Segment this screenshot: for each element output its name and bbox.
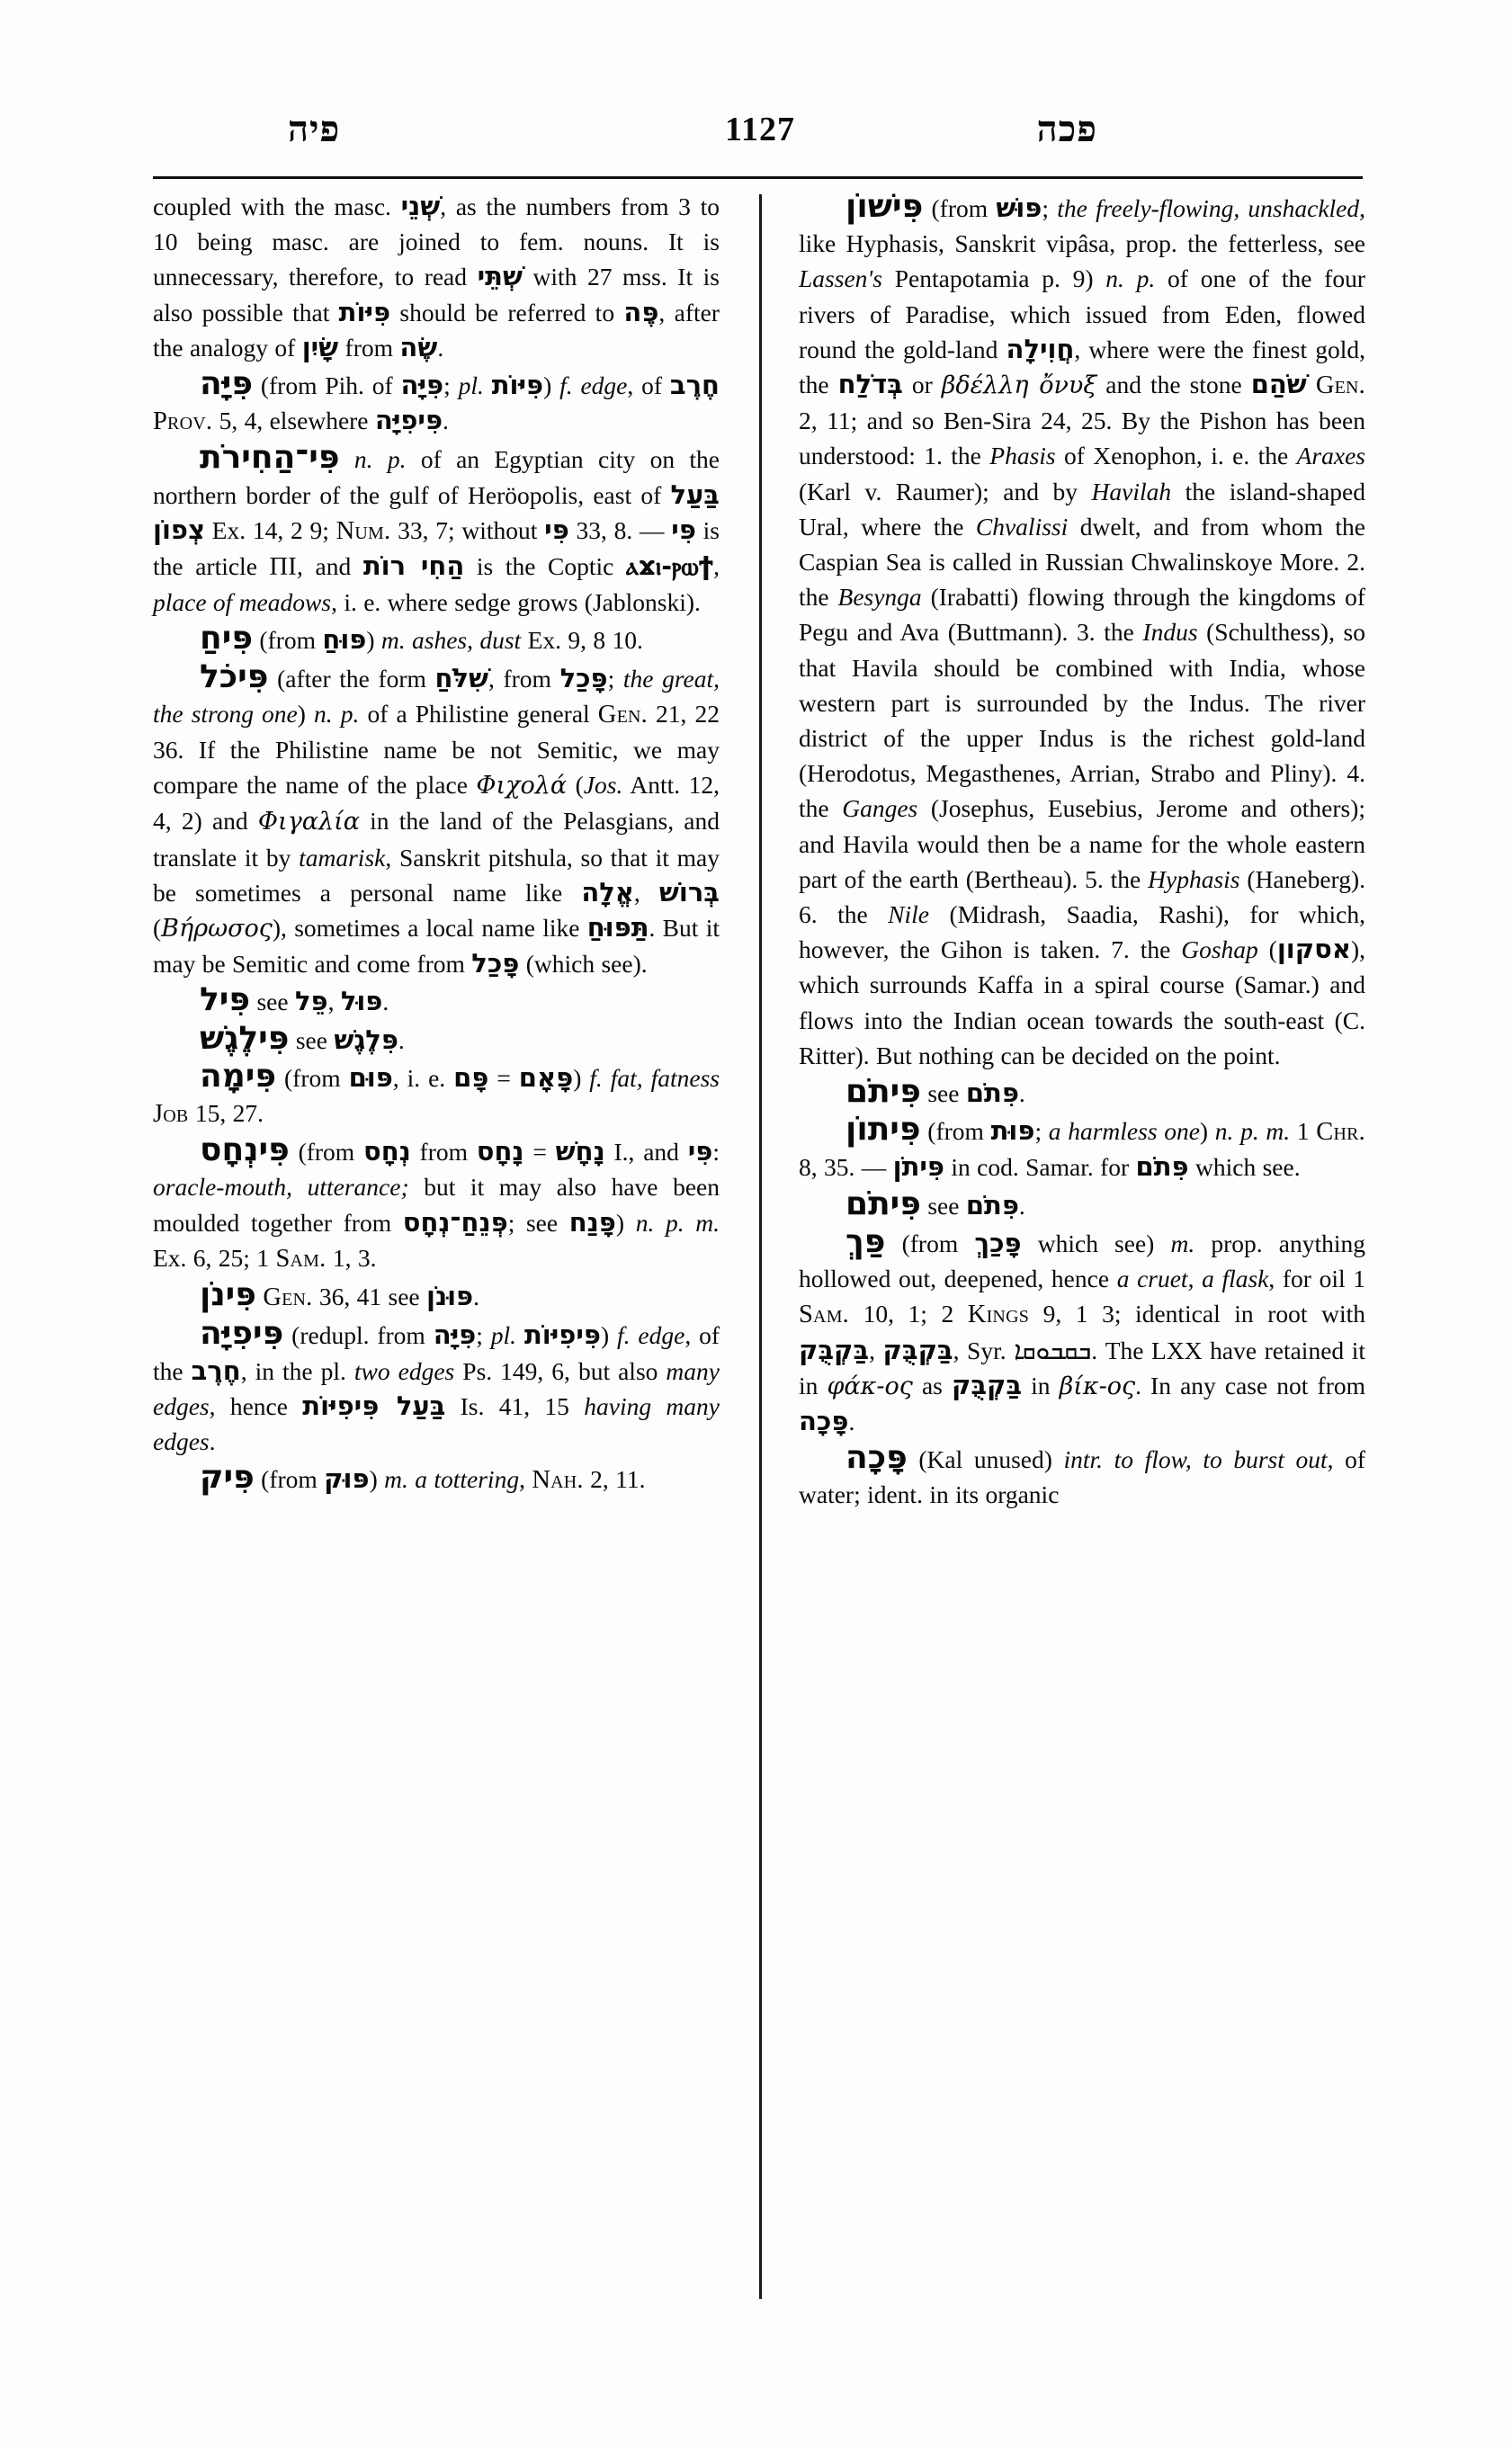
italic-gloss: having many edges <box>153 1391 720 1455</box>
text-run: . <box>1018 1191 1025 1220</box>
italic-gloss: Indus <box>1142 618 1198 647</box>
entry-pil <box>153 982 720 1019</box>
text-run: 36, 41 see <box>312 1283 426 1311</box>
body-columns <box>153 189 1365 2347</box>
hebrew-word: פִּיפִיָּה <box>374 405 443 436</box>
column-divider <box>759 194 762 2299</box>
text-run: 33, 8. — <box>568 515 672 544</box>
text-run: 15, 27. <box>188 1099 264 1128</box>
italic-gloss: two edges <box>353 1356 455 1385</box>
text-run: (Kal unused) <box>907 1445 1064 1474</box>
italic-gloss: Chvalissi <box>975 512 1069 541</box>
italic-gloss: the great, the strong one <box>153 664 720 728</box>
text-run: of Xenophon, i. e. the <box>1055 442 1297 470</box>
text-run: . <box>473 1283 479 1311</box>
scripture-reference: Chr. <box>1316 1118 1365 1147</box>
hebrew-word: פִּיָּה <box>400 370 444 401</box>
scripture-reference: Job <box>153 1100 189 1129</box>
text-run: Antt. 12, 4, 2) and <box>153 771 720 836</box>
italic-gloss: intr. to flow, to burst out <box>1063 1445 1328 1474</box>
entry-cont-shte <box>153 189 720 365</box>
text-run: (from <box>289 1138 363 1167</box>
entry-headword: פִּינְחָס <box>200 1131 290 1169</box>
italic-gloss: Goshap <box>1181 935 1258 964</box>
hebrew-word: פִּיָּה <box>433 1319 477 1351</box>
text-run <box>484 371 492 399</box>
text-run: , <box>633 878 659 907</box>
text-run: Is. 41, 15 <box>445 1391 585 1420</box>
hebrew-word: בַּעַל צְפוֹן <box>153 478 720 545</box>
page-number: 1127 <box>725 111 795 148</box>
text-run: , for oil 1 <box>1268 1265 1365 1293</box>
text-run: ; <box>443 371 459 400</box>
hebrew-word: פִּתֹם <box>965 1077 1019 1109</box>
text-run: ; <box>476 1321 491 1350</box>
text-run: , <box>869 1336 883 1364</box>
text-run: 10, 1; 2 <box>849 1300 968 1328</box>
hebrew-word: אֱלָה <box>581 876 634 908</box>
text-run: , as the numbers from 3 to 10 being masc. are joined to fem. nouns. It is unnecessary, therefore, to read <box>153 192 720 291</box>
text-run: , <box>519 1465 532 1494</box>
text-run: I., and <box>604 1138 688 1167</box>
entry-headword: פִּישׁוֹן <box>845 188 924 225</box>
syriac-word: ܒܩܒܘܩܐ <box>1014 1335 1092 1365</box>
entry-headword: פִּינֹן <box>200 1276 256 1314</box>
entry-headword: פִּיתֹם <box>845 1185 921 1222</box>
scripture-reference: Gen. <box>597 700 648 729</box>
italic-gloss: Jos. <box>583 771 623 800</box>
text-run: , of water; ident. in its organic <box>799 1445 1365 1509</box>
text-run: with 27 mss. It is also possible that <box>153 263 720 326</box>
coptic-word: ⲁϫⲓ-ⲣⲱϯ <box>625 551 714 582</box>
hebrew-word: פִּיּוֹת <box>491 370 544 401</box>
text-run: ) <box>369 1465 385 1494</box>
entry-pishon <box>799 189 1365 1073</box>
hebrew-word: בַּקְבֻּק <box>799 1334 870 1365</box>
text-run: Ex. 6, 25; 1 <box>153 1243 276 1272</box>
hebrew-word: פָּכַל <box>471 948 520 979</box>
scripture-reference: Gen. <box>1315 371 1365 400</box>
italic-gloss: m. <box>1170 1229 1195 1257</box>
hebrew-word: בַּקְבֻּק <box>951 1369 1023 1400</box>
hebrew-word: חֶרֶב <box>669 370 720 401</box>
hebrew-word: בַּקְבֻּק <box>882 1334 953 1365</box>
entry-pakah <box>799 1440 1365 1512</box>
text-run: (Schulthess), so that Havila should be combined with India, whose western part is surrounded by the Indus. The river district of the upper Indus is the richest gold-land (Herodotus, Megasthenes, Arrian, Strabo and Pliny). 4. the <box>799 618 1365 823</box>
text-run: . But it may be Semitic and come from <box>153 914 720 979</box>
italic-gloss: Hyphasis <box>1148 864 1240 893</box>
hebrew-word: פִּלֶגֶשׁ <box>334 1024 398 1055</box>
hebrew-word: תַּפּוּחַ <box>586 912 649 943</box>
scripture-reference: Sam. <box>799 1301 850 1329</box>
italic-gloss: f. fat, fatness <box>589 1063 720 1092</box>
text-run: 33, 7; without <box>390 515 545 544</box>
hebrew-word: פִּיפִיּוֹת <box>523 1319 601 1351</box>
text-run: of a Philistine general <box>359 699 598 728</box>
text-run: , Sanskrit pitshula, so that it may be sometimes a personal name like <box>153 843 720 907</box>
italic-gloss: the freely-flowing, unshackled <box>1057 194 1360 222</box>
entry-pinehas <box>153 1132 720 1276</box>
text-run: ; see <box>507 1208 569 1237</box>
scripture-reference: Prov. <box>153 407 213 436</box>
hebrew-word: פִּי <box>544 514 569 545</box>
hebrew-word: פּוּק <box>324 1463 370 1495</box>
text-run: = <box>488 1063 519 1092</box>
text-run: (from <box>920 1117 991 1146</box>
scripture-reference: Nah. <box>532 1466 584 1495</box>
text-run: , <box>713 552 720 581</box>
entry-pithom <box>799 1074 1365 1111</box>
text-run: . The LXX have retained it in <box>799 1336 1365 1399</box>
hebrew-word: פָּם <box>453 1061 489 1093</box>
text-run: from <box>338 333 400 362</box>
text-run: . <box>848 1407 855 1435</box>
text-run: , i. e. <box>392 1063 454 1092</box>
text-run: (from <box>254 1465 325 1494</box>
entry-headword: פִּיפִיָּה <box>200 1315 284 1353</box>
text-run: ) <box>366 626 381 655</box>
text-run: (from Pih. of <box>253 371 401 400</box>
text-run: see <box>920 1191 966 1220</box>
text-run: is the article <box>153 515 720 581</box>
text-run: = <box>523 1138 556 1167</box>
text-run: ( <box>567 771 584 800</box>
text-run: of an Egyptian city on the northern border of the gulf of Heröopolis, east of <box>153 445 720 509</box>
text-run: ) <box>1199 1117 1215 1146</box>
text-run: : <box>712 1138 720 1167</box>
greek-word: Βήρωσος <box>161 915 273 943</box>
hebrew-word: שְׁנֵי <box>400 191 441 221</box>
entry-pipiyah <box>153 1316 720 1459</box>
hebrew-word: חֲוִילָה <box>1006 333 1075 364</box>
entry-headword: פִּיק <box>200 1459 255 1497</box>
text-run: 8, 35. — <box>799 1153 893 1182</box>
text-run: prop. anything hollowed out, deepened, hence <box>799 1229 1365 1293</box>
hebrew-word: פּוּשׁ <box>996 192 1042 223</box>
text-run: , and <box>297 552 363 581</box>
greek-word: Φιχολά <box>476 772 568 800</box>
text-run: ; <box>1034 1117 1049 1146</box>
entry-headword: פִּיל <box>200 981 251 1019</box>
italic-gloss: Phasis <box>989 442 1056 470</box>
entry-pak <box>799 1224 1365 1439</box>
text-run: (Josephus, Eusebius, Jerome and others); and Havila would then be a name for the whole eastern part of the earth (Bertheau). 5. the <box>799 794 1365 893</box>
text-run: . <box>398 1025 405 1054</box>
entry-headword: פִּיחַ <box>200 620 254 657</box>
text-run: (Irabatti) flowing through the kingdoms of Pegu and Ava (Buttmann). 3. the <box>799 583 1365 647</box>
hebrew-word: פִּי <box>671 514 696 545</box>
entry-pithon <box>799 1112 1365 1185</box>
hebrew-word: בְּדֹלַח <box>837 369 903 400</box>
entry-pithom2 <box>799 1186 1365 1223</box>
hebrew-word: פּוּל <box>340 986 383 1017</box>
text-run: ; <box>1042 194 1058 222</box>
hebrew-word: פָּכַךְ <box>974 1227 1022 1258</box>
text-run: but it may also have been moulded together from <box>153 1173 720 1237</box>
text-run: in <box>1022 1371 1060 1399</box>
scripture-reference: ΠΙ <box>269 553 297 582</box>
entry-pinon <box>153 1277 720 1315</box>
text-run: Ex. 9, 8 10. <box>521 626 643 655</box>
entry-headword: פִּיתוֹן <box>845 1111 921 1149</box>
text-run: (from <box>253 626 323 655</box>
entry-headword: פִּי־הַחִירֹת <box>200 439 340 477</box>
text-run: ( <box>1257 935 1277 964</box>
text-run: 2, 11. <box>583 1465 646 1494</box>
entry-headword: פִּיתֹם <box>845 1073 921 1111</box>
italic-gloss: Besynga <box>837 583 922 612</box>
text-run: , Syr. <box>953 1336 1015 1364</box>
running-head <box>153 108 1367 171</box>
hebrew-word: פּוּנֹן <box>426 1281 474 1312</box>
text-run: dwelt, and from whom the Caspian Sea is called in Russian Chwalinskoye More. 2. the <box>799 512 1365 612</box>
greek-word: φάκ-ος <box>827 1372 913 1400</box>
italic-gloss: n. p. <box>1105 264 1156 293</box>
hebrew-word: פְּנֵחַ־נְחָס <box>402 1206 508 1238</box>
text-run: (Midrash, Saadia, Rashi), for which, however, the Gihon is taken. 7. the <box>799 900 1365 964</box>
hebrew-word: פּוּחַ <box>322 624 367 656</box>
text-run: , where were the finest gold, the <box>799 335 1365 399</box>
hebrew-word: פִּיתֹן <box>892 1151 945 1183</box>
entry-piah-ashes <box>153 621 720 657</box>
entry-piyyah <box>153 366 720 439</box>
text-run: ( <box>153 914 162 943</box>
text-run: see <box>289 1025 335 1054</box>
text-run: , like Hyphasis, Sanskrit vipâsa, prop. the fetterless, see <box>799 194 1365 258</box>
hebrew-word: פָּאָם <box>518 1061 574 1093</box>
text-run: 5, 4, elsewhere <box>212 407 375 435</box>
text-run: ) <box>573 1063 590 1092</box>
left-column <box>153 189 720 2347</box>
text-run: ), sometimes a local name like <box>272 914 587 943</box>
hebrew-word: חֶרֶב <box>191 1355 241 1386</box>
text-run: (after the form <box>268 664 435 693</box>
scripture-reference: Sam. <box>275 1244 327 1273</box>
greek-word: Φιγαλία <box>257 808 360 836</box>
scripture-reference: Gen. <box>263 1283 313 1312</box>
italic-gloss: many edges <box>153 1356 720 1420</box>
text-run: Ps. 149, 6, but also <box>454 1356 667 1385</box>
hebrew-word: בְּרוֹשׁ <box>658 876 720 908</box>
hebrew-word: נְחָס <box>362 1136 411 1167</box>
text-run: (from <box>923 194 997 222</box>
hebrew-word: פִּיּוֹת <box>338 296 391 327</box>
entry-headword: פַּךְ <box>845 1222 886 1260</box>
greek-word: βίκ-ος <box>1059 1372 1136 1400</box>
text-run: , after the analogy of <box>153 298 720 362</box>
text-run: is the Coptic <box>464 552 626 581</box>
italic-gloss: Nile <box>888 900 929 929</box>
hebrew-word: הַחִי רוֹת <box>362 550 465 582</box>
text-run: , i. e. where sedge grows (Jablonski). <box>331 588 701 617</box>
hebrew-word: פֶּה <box>623 296 659 327</box>
text-run: Ex. 14, 2 9; <box>204 515 336 544</box>
text-run: (from <box>276 1063 349 1092</box>
text-run: . In any case not from <box>1135 1371 1366 1399</box>
hebrew-word: בַּעַל פִּיפִיּוֹת <box>302 1390 446 1421</box>
text-run: . <box>209 1426 216 1455</box>
text-run: ) <box>600 1321 617 1350</box>
italic-gloss: pl. <box>490 1321 517 1350</box>
italic-gloss: f. edge <box>616 1321 685 1350</box>
entry-headword: פִּימָה <box>200 1057 277 1095</box>
text-run: . <box>443 407 449 435</box>
entry-pikol <box>153 659 720 982</box>
text-run: ) <box>297 699 315 728</box>
hebrew-word: פֵּל <box>294 986 328 1017</box>
running-head-right-headword: פכה <box>1036 109 1097 149</box>
hebrew-word: פּוּם <box>348 1061 393 1093</box>
italic-gloss: Araxes <box>1296 442 1365 470</box>
text-run: (which see). <box>519 950 648 979</box>
hebrew-word: שִׁלֹּחַ <box>434 662 488 693</box>
text-run: ) <box>615 1208 636 1237</box>
entry-headword: פִּילֶגֶשׁ <box>200 1019 290 1057</box>
entry-pi-hahiroth <box>153 440 720 620</box>
hebrew-word: פָּכַל <box>559 662 608 693</box>
text-run: which see. <box>1188 1153 1301 1182</box>
text-run: ) <box>543 371 560 400</box>
text-run: 1 <box>1290 1117 1317 1146</box>
hebrew-word: נָחָשׁ <box>555 1136 605 1167</box>
hebrew-word: פִּתֹם <box>1135 1151 1189 1183</box>
text-run: . <box>437 333 444 362</box>
text-run: . <box>1018 1079 1025 1108</box>
text-run: . <box>382 988 389 1016</box>
text-run: which see) <box>1021 1229 1171 1257</box>
text-run: (from <box>885 1229 975 1257</box>
text-run: or <box>902 371 942 399</box>
text-run: as <box>912 1371 952 1399</box>
text-run: from <box>410 1138 477 1167</box>
italic-gloss: n. p. m. <box>1214 1117 1291 1146</box>
hebrew-word: פָּכָה <box>799 1405 849 1436</box>
text-run: of one of the four rivers of Paradise, which issued from Eden, flowed round the gold-land <box>799 264 1365 363</box>
right-column <box>799 189 1365 2347</box>
text-run: , of the <box>153 1321 720 1385</box>
greek-word: βδέλλη ὄνυξ <box>941 371 1097 400</box>
header-rule <box>153 176 1363 179</box>
entry-headword: פִּיָּה <box>200 365 254 403</box>
entry-piq <box>153 1460 720 1498</box>
italic-gloss: n. p. <box>314 699 360 728</box>
text-run: in cod. Samar. for <box>944 1153 1136 1182</box>
text-run: ; <box>607 664 623 693</box>
italic-gloss: Lassen's <box>799 264 882 293</box>
italic-gloss: Ganges <box>842 794 918 823</box>
text-run: 2, 11; and so Ben-Sira 24, 25. By the Pishon has been understood: 1. the <box>799 407 1365 470</box>
scripture-reference: Kings <box>967 1301 1030 1329</box>
hebrew-word: שֹׁהַם <box>1250 369 1307 400</box>
entry-pimah <box>153 1059 720 1131</box>
italic-gloss: n. p. m. <box>635 1208 720 1237</box>
text-run: (Karl v. Raumer); and by <box>799 477 1092 505</box>
text-run: in the land of the Pelasgians, and translate it by <box>153 807 720 872</box>
italic-gloss: m. a tottering <box>384 1465 520 1494</box>
text-run: Pentapotamia p. 9) <box>882 264 1106 293</box>
running-head-left-headword: פיה <box>288 109 341 149</box>
text-run: , hence <box>209 1391 303 1420</box>
text-run: ), which surrounds Kaffa in a spiral course (Samar.) and flows into the Indian ocean towards the south-east (C. Ritter). But nothing can be decided on the point. <box>799 935 1365 1069</box>
text-run: see <box>250 988 295 1016</box>
italic-gloss: f. edge <box>559 371 628 400</box>
text-run: coupled with the masc. <box>153 192 401 220</box>
text-run <box>516 1321 524 1349</box>
italic-gloss: m. ashes, dust <box>380 626 522 655</box>
hebrew-word: פָּנַח <box>568 1206 616 1238</box>
hebrew-word: אסקון <box>1276 934 1351 965</box>
italic-gloss: a cruet, a flask <box>1116 1265 1269 1293</box>
hebrew-word: שֶׂה <box>399 331 438 362</box>
hebrew-word: שְׁתֵּי <box>477 261 523 292</box>
text-run: 21, 22 36. If the Philistine name be not Semitic, we may compare the name of the place <box>153 699 720 800</box>
text-run: , <box>327 988 341 1016</box>
scripture-reference: Num. <box>336 516 391 545</box>
entry-headword: פִּיכֹל <box>200 657 269 695</box>
entry-headword: פָּכָה <box>845 1439 908 1477</box>
hebrew-word: פּוּת <box>990 1115 1035 1147</box>
hebrew-word: פִּי <box>687 1136 713 1167</box>
italic-gloss: a harmless one <box>1048 1117 1200 1146</box>
text-run: 1, 3. <box>326 1243 377 1272</box>
text-run: , in the pl. <box>240 1356 354 1385</box>
italic-gloss: oracle-mouth, utterance; <box>153 1173 409 1202</box>
text-run: , from <box>488 664 560 693</box>
italic-gloss: n. p. <box>353 445 407 474</box>
hebrew-word: פִּתֹם <box>965 1189 1019 1221</box>
italic-gloss: Havilah <box>1091 477 1172 505</box>
italic-gloss: tamarisk <box>299 843 386 872</box>
hebrew-word: נָחָס <box>476 1136 524 1167</box>
text-run <box>340 445 354 473</box>
text-run: 9, 1 3; identical in root with <box>1029 1300 1365 1328</box>
text-run: see <box>920 1079 966 1108</box>
text-run: and the stone <box>1096 371 1251 399</box>
italic-gloss: pl. <box>458 371 484 400</box>
text-run: (redupl. from <box>283 1321 434 1350</box>
text-run: should be referred to <box>390 298 624 326</box>
text-run: , of <box>627 371 670 400</box>
italic-gloss: place of meadows <box>153 588 332 617</box>
hebrew-word: שָׂיִן <box>301 331 339 362</box>
entry-pilegesh <box>153 1021 720 1058</box>
text-run: the island-shaped Ural, where the <box>799 477 1365 541</box>
text-run <box>1307 371 1316 398</box>
text-run: (Haneberg). 6. the <box>799 864 1365 929</box>
